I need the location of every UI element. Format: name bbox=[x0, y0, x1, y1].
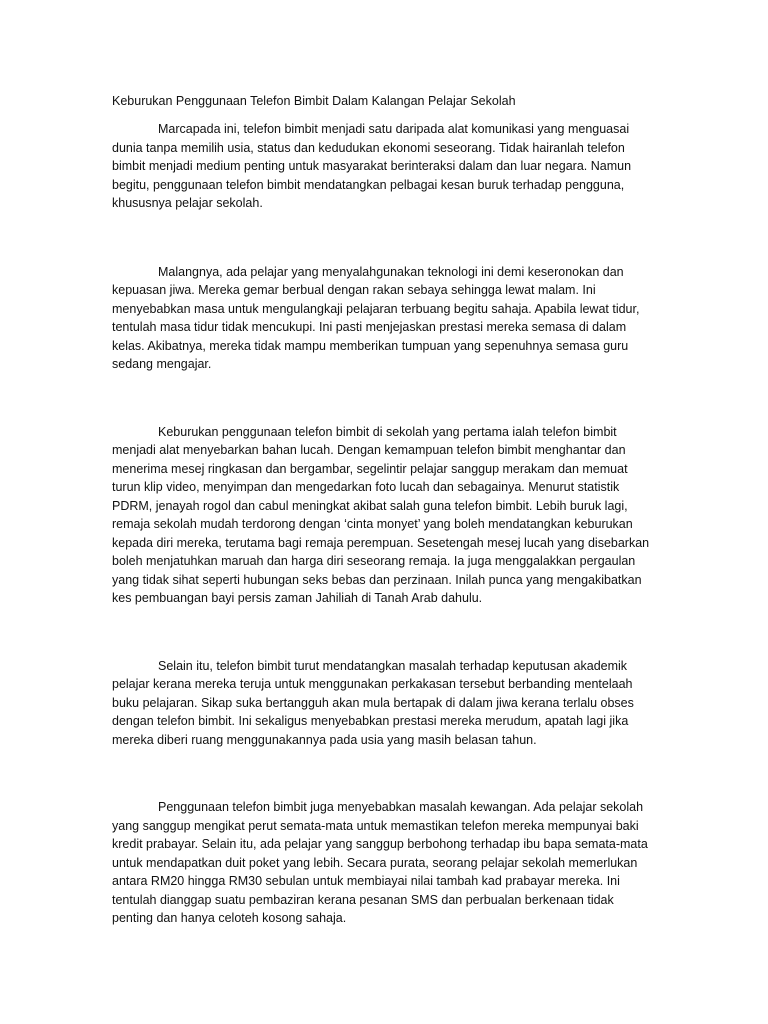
paragraph-obscene-content: Keburukan penggunaan telefon bimbit di sekolah yang pertama ialah telefon bimbit menjadi alat menyebarkan bahan lucah. Dengan kemampuan telefon bimbit menghantar dan menerima mesej ringkasan dan bergambar, segelintir pelajar sanggup merakam dan memuat turun klip video, menyimpan dan mengedarkan foto lucah dan sebagainya. Menurut statistik PDRM, jenayah rogol dan cabul meningkat akibat salah guna telefon bimbit. Lebih buruk lagi, remaja sekolah mudah terdorong dengan ‘cinta monyet’ yang boleh mendatangkan keburukan kepada diri mereka, terutama bagi remaja perempuan. Sesetengah mesej lucah yang disebarkan boleh menjatuhkan maruah dan harga diri seseorang remaja. Ia juga menggalakkan pergaulan yang tidak sihat seperti hubungan seks bebas dan perzinaan. Inilah punca yang mengakibatkan kes pembuangan bayi persis zaman Jahiliah di Tanah Arab dahulu. bbox=[112, 424, 650, 605]
document-page bbox=[112, 92, 652, 928]
paragraph-academic-performance: Selain itu, telefon bimbit turut mendatangkan masalah terhadap keputusan akademik pelajar kerana mereka teruja untuk menggunakan perkakasan tersebut berbanding mentelaah buku pelajaran. Sikap suka bertangguh akan mula bertapak di dalam jiwa kerana terlalu obses dengan telefon bimbit. Ini sekaligus menyebabkan prestasi mereka merudum, apatah lagi jika mereka diberi ruang menggunakannya pada usia yang masih belasan tahun. bbox=[112, 658, 634, 747]
document-title: Keburukan Penggunaan Telefon Bimbit Dalam Kalangan Pelajar Sekolah bbox=[112, 94, 516, 108]
paragraph-late-night-chatting: Malangnya, ada pelajar yang menyalahgunakan teknologi ini demi keseronokan dan kepuasan jiwa. Mereka gemar berbual dengan rakan sebaya sehingga lewat malam. Ini menyebabkan masa untuk mengulangkaji pelajaran terbuang begitu sahaja. Apabila lewat tidur, tentulah masa tidur tidak mencukupi. Ini pasti menjejaskan prestasi mereka semasa di dalam kelas. Akibatnya, mereka tidak mampu memberikan tumpuan yang sepenuhnya semasa guru sedang mengajar. bbox=[112, 264, 640, 371]
paragraph-financial-problems: Penggunaan telefon bimbit juga menyebabkan masalah kewangan. Ada pelajar sekolah yang sanggup mengikat perut semata-mata untuk memastikan telefon mereka mempunyai baki kredit prabayar. Selain itu, ada pelajar yang sanggup berbohong terhadap ibu bapa semata-mata untuk mendapatkan duit poket yang lebih. Secara purata, seorang pelajar sekolah memerlukan antara RM20 hingga RM30 sebulan untuk membiayai nilai tambah kad prabayar mereka. Ini tentulah dianggap suatu pembaziran kerana pesanan SMS dan perbualan berkenaan tidak penting dan hanya celoteh kosong sahaja. bbox=[112, 800, 648, 925]
paragraph-introduction: Marcapada ini, telefon bimbit menjadi satu daripada alat komunikasi yang menguasai dunia tanpa memilih usia, status dan kedudukan ekonomi seseorang. Tidak hairanlah telefon bimbit menjadi medium penting untuk masyarakat berinteraksi dalam dan luar negara. Namun begitu, penggunaan telefon bimbit mendatangkan pelbagai kesan buruk terhadap pengguna, khususnya pelajar sekolah. bbox=[112, 122, 632, 210]
